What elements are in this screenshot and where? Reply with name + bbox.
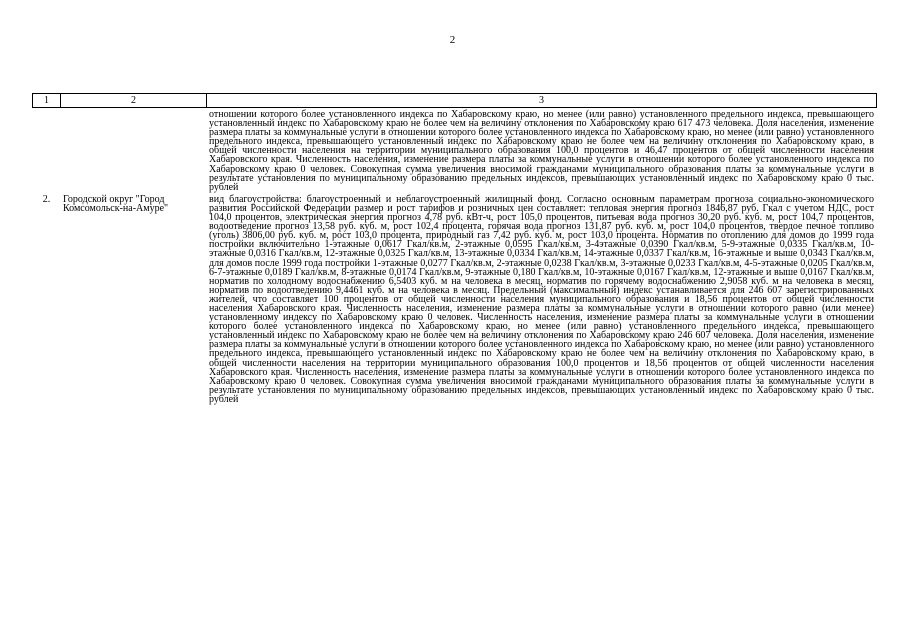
row-text-cell [207, 108, 877, 192]
column-header-1: 1 [33, 94, 61, 108]
document-table [32, 93, 877, 404]
municipality-name: Городской округ "Город Комсомольск-на-Амуре" [63, 193, 169, 214]
row-paragraph: вид благоустройства: благоустроенный и неблагоустроенный жилищный фонд. Согласно основным параметрам прогноза социально-экономического развития Российской Федерации размер и рост тарифов и розничных цен составляет: тепловая энергия прогноз 1846,87 руб. Гкал с учетом НДС, рост 104,0 процентов, электрическая энергия прогноз 4,78 руб. кВт-ч, рост 105,0 процентов, питьевая вода прогноз 30,20 руб. куб. м, рост 104,7 процентов, водоотведение прогноз 13,58 руб. куб. м, рост 102,4 процента, горячая вода прогноз 131,87 руб. куб. м, рост 104,0 процентов, твердое печное топливо (уголь) 3806,00 руб. куб. м, рост 103,0 процента, природный газ 7,42 руб. куб. м, рост 103,0 процента. Норматив по отоплению для домов до 1999 года постройки включительно 1-этажные 0,0617 Гкал/кв.м, 2-этажные 0,0595 Гкал/кв.м, 3-4этажные 0,0390 Гкал/кв.м, 5-9-этажные 0,0335 Гкал/кв.м, 10-этажные 0,0316 Гкал/кв.м, 12-этажные 0,0325 Гкал/кв.м, 13-этажные 0,0334 Гкал/кв.м, 14-этажные 0,0337 Гкал/кв.м, 16-этажные и выше 0,0343 Гкал/кв.м, для домов после 1999 года постройки 1-этажные 0,0277 Гкал/кв.м, 2-этажные 0,0238 Гкал/кв.м, 3-этажные 0,0233 Гкал/кв.м, 4-5-этажные 0,0205 Гкал/кв.м, 6-7-этажные 0,0189 Гкал/кв.м, 8-этажные 0,0174 Гкал/кв.м, 9-этажные 0,180 Гкал/кв.м, 10-этажные 0,0167 Гкал/кв.м, 12-этажные и выше 0,0167 Гкал/кв.м, норматив по холодному водоснабжению 6,5403 куб. м на человека в месяц, норматив по горячему водоснабжению 2,9058 куб. м на человека в месяц, норматив по водоотведению 9,4461 куб. м на человека в месяц. Предельный (максимальный) индекс устанавливается для 246 607 зарегистрированных жителей, что составляет 100 процентов от общей численности населения муниципального образования и 18,56 процентов от общей численности населения Хабаровского края. Численность населения, изменение размера платы за коммунальные услуги в отношении которого равно (или менее) установленному индексу по Хабаровскому краю 0 человек. Численность населения, изменение размера платы за коммунальные услуги в отношении которого более установленного индекса по Хабаровскому краю, но менее (или равно) установленного предельного индекса, превышающего установленный индекс по Хабаровскому краю не более чем на величину отклонения по Хабаровскому краю 246 607 человека. Доля населения, изменение размера платы за коммунальные услуги в отношении которого более установленного индекса по Хабаровскому краю, но менее (или равно) установленного предельного индекса, превышающего установленный индекс по Хабаровскому краю не более чем на величину отклонения по Хабаровскому краю, в общей численности населения на территории муниципального образования 100,0 процентов и 18,56 процентов от общей численности населения Хабаровского края. Численность населения, изменение размера платы за коммунальные услуги в отношении которого более установленного индекса по Хабаровскому краю 0 человек. Совокупная сумма увеличения вносимой гражданами муниципального образования платы за коммунальные услуги в результате установления по муниципальному образованию предельных индексов, превышающих установленный индекс по Хабаровскому краю 0 тыс. рублей [209, 193, 874, 405]
column-header-3: 3 [207, 94, 877, 108]
row-text-cell [207, 192, 877, 404]
page-number: 2 [449, 34, 456, 46]
table-row [33, 192, 877, 404]
row-name-cell [61, 108, 207, 192]
row-number: 2. [42, 193, 51, 205]
column-header-2: 2 [61, 94, 207, 108]
continuation-paragraph: отношении которого более установленного индекса по Хабаровскому краю, но менее (или равно) установленного предельного индекса, превышающего установленный индекс по Хабаровскому краю не более чем на величину отклонения по Хабаровскому краю 617 473 человека. Доля населения, изменение размера платы за коммунальные услуги в отношении которого более установленного индекса по Хабаровскому краю, но менее (или равно) установленного предельного индекса, превышающего установленный индекс по Хабаровскому краю не более чем на величину отклонения по Хабаровскому краю, в общей численности населения на территории муниципального образования 100,0 процентов и 46,47 процентов от общей численности населения Хабаровского края. Численность населения, изменение размера платы за коммунальные услуги в отношении которого более установленного индекса по Хабаровскому краю 0 человек. Совокупная сумма увеличения вносимой гражданами муниципального образования платы за коммунальные услуги в результате установления по муниципальному образованию предельных индексов, превышающих установленный индекс по Хабаровскому краю 0 тыс. рублей [209, 109, 874, 193]
row-number-cell [33, 108, 61, 192]
table-header-row [33, 94, 877, 108]
table-row-continuation [33, 108, 877, 192]
